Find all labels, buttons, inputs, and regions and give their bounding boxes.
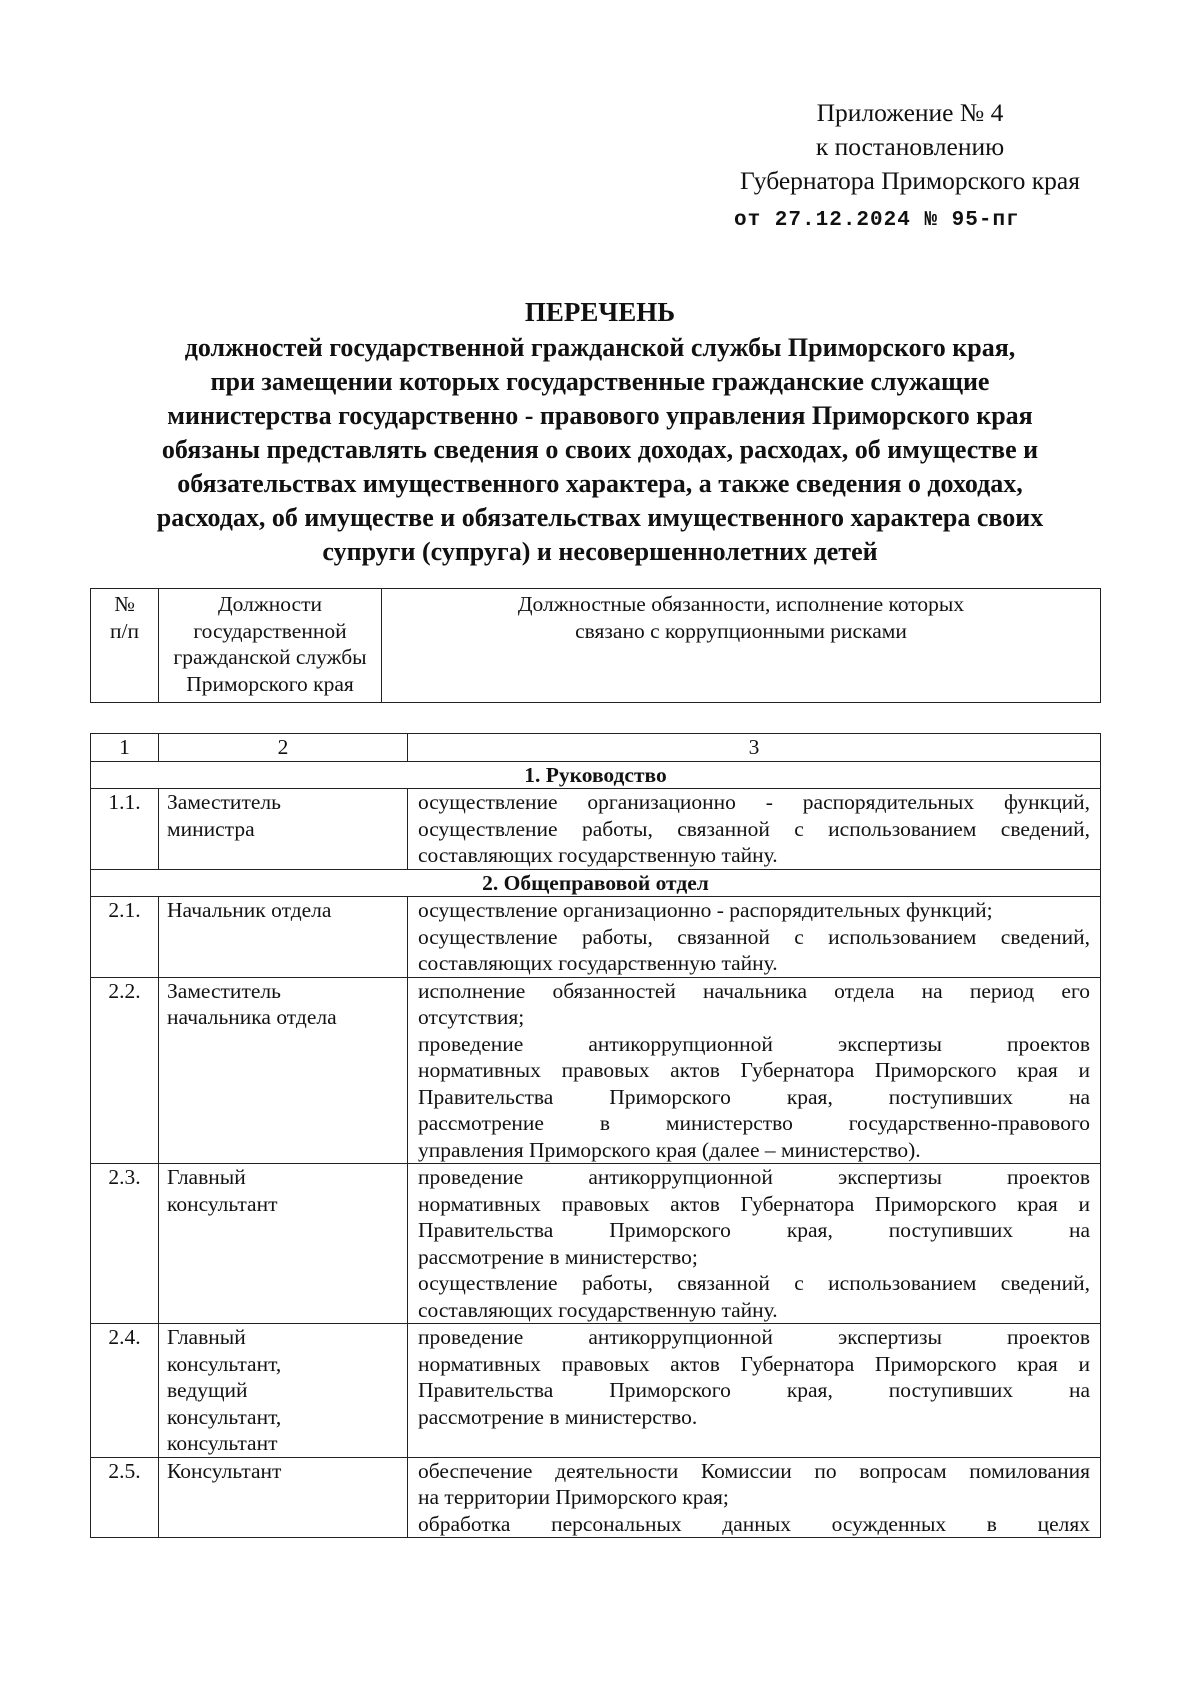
column-number: 2 xyxy=(159,734,408,762)
duties-text: осуществление организационно - распорядительных функций; xyxy=(418,898,993,922)
header-text: Должностные обязанности, исполнение которых xyxy=(517,592,965,616)
header-duties-cell xyxy=(382,589,1101,703)
duties-text: управления Приморского края (далее – министерство). xyxy=(418,1137,921,1162)
row-number: 2.1. xyxy=(91,897,159,978)
appendix-line-2: к постановлению xyxy=(815,132,1005,161)
appendix-block xyxy=(700,96,1120,238)
document-title xyxy=(100,295,1100,569)
header-number-cell xyxy=(91,589,159,703)
duties-text: составляющих государственную тайну. xyxy=(418,951,778,975)
table-row xyxy=(91,977,1101,1164)
duties-text: составляющих государственную тайну. xyxy=(418,1297,778,1322)
position-text: Начальник отдела xyxy=(167,898,332,922)
title-line: при замещении которых государственные гражданские служащие xyxy=(210,367,990,396)
row-duties xyxy=(408,1324,1101,1458)
duties-text: осуществление работы, связанной с использованием сведений, xyxy=(418,816,1090,841)
position-text: консультант, xyxy=(167,1404,282,1429)
appendix-line-3: Губернатора Приморского края xyxy=(740,166,1080,195)
title-line: министерства государственно - правового управления Приморского края xyxy=(167,401,1033,430)
column-number-row xyxy=(91,734,1101,762)
duties-text: нормативных правовых актов Губернатора Приморского края и xyxy=(418,1191,1090,1216)
row-position xyxy=(159,1164,408,1324)
duties-text: Правительства Приморского края, поступивших на xyxy=(418,1084,1090,1109)
table-row xyxy=(91,1457,1101,1538)
row-duties xyxy=(408,1164,1101,1324)
position-text: министра xyxy=(167,816,255,841)
title-line: расходах, об имуществе и обязательствах имущественного характера своих xyxy=(156,503,1044,532)
position-text: Главный xyxy=(167,1165,246,1189)
header-position-cell xyxy=(159,589,382,703)
position-text: Консультант xyxy=(167,1458,282,1483)
duties-text: отсутствия; xyxy=(418,1005,525,1029)
section-title: 1. Руководство xyxy=(91,761,1101,789)
position-text: консультант, xyxy=(167,1351,282,1376)
position-text: консультант xyxy=(167,1191,278,1216)
table-row xyxy=(91,789,1101,870)
duties-text: рассмотрение в министерство; xyxy=(418,1244,698,1269)
duties-text: нормативных правовых актов Губернатора Приморского края и xyxy=(418,1351,1090,1376)
title-line: должностей государственной гражданской службы Приморского края, xyxy=(184,333,1016,362)
header-text: № xyxy=(114,592,135,616)
position-text: Главный xyxy=(167,1325,246,1349)
row-position xyxy=(159,1457,408,1538)
duties-text: проведение антикоррупционной экспертизы проектов xyxy=(418,1165,1090,1189)
row-position xyxy=(159,897,408,978)
duties-text: проведение антикоррупционной экспертизы проектов xyxy=(418,1325,1090,1349)
title-line: обязательствах имущественного характера, а также сведения о доходах, xyxy=(177,469,1023,498)
column-number: 3 xyxy=(408,734,1101,762)
table-row xyxy=(91,1164,1101,1324)
row-position xyxy=(159,1324,408,1458)
duties-text: рассмотрение в министерство. xyxy=(418,1404,698,1429)
row-number: 2.4. xyxy=(91,1324,159,1458)
position-text: Заместитель xyxy=(167,978,281,1003)
title-heading: ПЕРЕЧЕНЬ xyxy=(524,297,676,327)
row-duties xyxy=(408,1457,1101,1538)
duties-text: проведение антикоррупционной экспертизы проектов xyxy=(418,1031,1090,1056)
header-text: Приморского края xyxy=(186,671,354,696)
header-text: гражданской службы xyxy=(173,645,367,669)
duties-text: осуществление работы, связанной с использованием сведений, xyxy=(418,1271,1090,1295)
title-line: обязаны представлять сведения о своих доходах, расходах, об имуществе и xyxy=(161,435,1039,464)
duties-text: на территории Приморского края; xyxy=(418,1485,729,1509)
position-text: Заместитель xyxy=(167,790,281,814)
duties-text: осуществление организационно - распорядительных функций, xyxy=(418,790,1090,814)
row-duties xyxy=(408,789,1101,870)
positions-table xyxy=(90,733,1101,1538)
header-text: связано с коррупционными рисками xyxy=(575,618,907,643)
appendix-date-stamp: от 27.12.2024 № 95-пг xyxy=(734,209,1020,232)
appendix-line-1: Приложение № 4 xyxy=(816,98,1004,127)
row-duties xyxy=(408,897,1101,978)
duties-text: исполнение обязанностей начальника отдела на период его xyxy=(418,978,1090,1003)
duties-text: осуществление работы, связанной с использованием сведений, xyxy=(418,924,1090,949)
duties-text: обеспечение деятельности Комиссии по вопросам помилования xyxy=(418,1458,1090,1483)
table-row xyxy=(91,897,1101,978)
position-text: ведущий xyxy=(167,1378,248,1402)
duties-text: обработка персональных данных осужденных в целях xyxy=(418,1511,1090,1536)
section-title: 2. Общеправовой отдел xyxy=(91,869,1101,897)
section-row xyxy=(91,761,1101,789)
duties-text: рассмотрение в министерство государственно-правового xyxy=(418,1111,1090,1135)
row-number: 2.3. xyxy=(91,1164,159,1324)
duties-text: составляющих государственную тайну. xyxy=(418,843,778,867)
duties-text: Правительства Приморского края, поступивших на xyxy=(418,1378,1090,1402)
row-duties xyxy=(408,977,1101,1164)
section-row xyxy=(91,869,1101,897)
position-text: начальника отдела xyxy=(167,1005,337,1029)
header-text: государственной xyxy=(193,618,347,643)
row-number: 1.1. xyxy=(91,789,159,870)
header-text: Должности xyxy=(218,592,322,616)
header-text: п/п xyxy=(110,618,139,643)
position-text: консультант xyxy=(167,1431,278,1455)
duties-text: Правительства Приморского края, поступивших на xyxy=(418,1218,1090,1242)
row-position xyxy=(159,977,408,1164)
row-position xyxy=(159,789,408,870)
duties-text: нормативных правовых актов Губернатора Приморского края и xyxy=(418,1058,1090,1082)
title-line: супруги (супруга) и несовершеннолетних детей xyxy=(322,537,878,566)
table-row xyxy=(91,1324,1101,1458)
column-header-table xyxy=(90,588,1101,703)
column-number: 1 xyxy=(91,734,159,762)
row-number: 2.2. xyxy=(91,977,159,1164)
row-number: 2.5. xyxy=(91,1457,159,1538)
